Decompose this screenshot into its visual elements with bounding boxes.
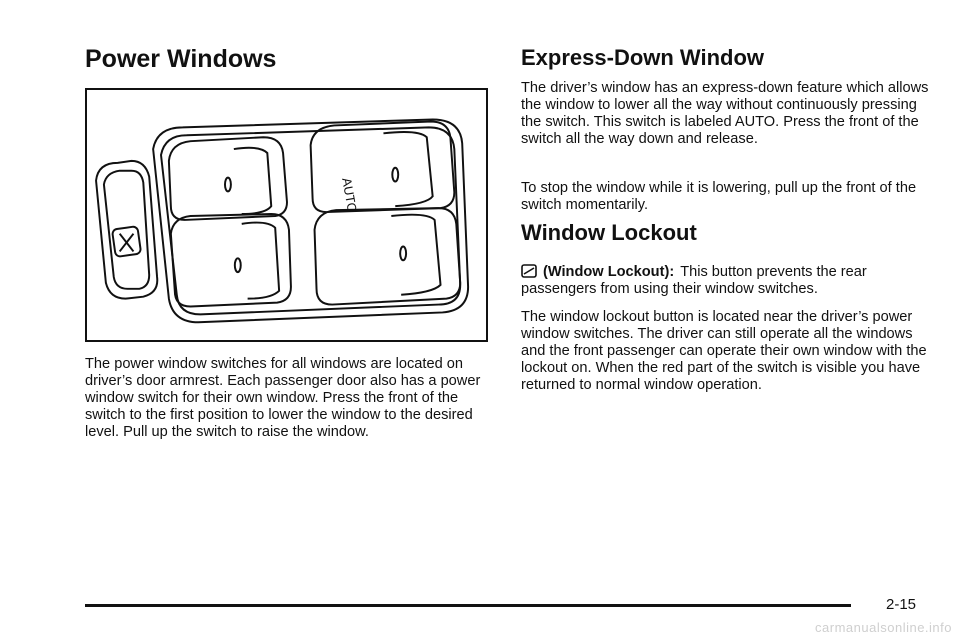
front-right-auto-switch — [311, 121, 455, 212]
express-down-paragraph-2: To stop the window while it is lowering, pull up the front of the switch momentarily. — [521, 180, 917, 213]
window-lockout-paragraph-1 — [521, 264, 933, 298]
window-lockout-paragraph-2: The window lockout button is located near the driver’s power window switches. The driver can still operate all the windows and the front passenger can operate their own window with the lockout on. When the red part of the switch is visible you have returned to normal window operation. — [521, 309, 927, 393]
power-window-switches-illustration — [85, 88, 488, 342]
page-title-power-windows: Power Windows — [85, 45, 277, 73]
window-lockout-label: (Window Lockout): — [543, 264, 675, 280]
auto-label: AUTO — [339, 176, 361, 214]
window-lockout-icon — [521, 264, 537, 278]
footer-rule — [85, 604, 851, 607]
power-windows-paragraph: The power window switches for all windows are located on driver’s door armrest. Each passenger door also has a power window switch for their own window. Press the front of the switch to the first position to lower the window to the desired level. Pull up the switch to raise the window. — [85, 356, 481, 440]
section-title-window-lockout: Window Lockout — [521, 220, 697, 245]
watermark: carmanualsonline.info — [815, 620, 952, 635]
page-number: 2-15 — [886, 596, 917, 613]
section-title-express-down: Express-Down Window — [521, 45, 765, 70]
rear-left-switch — [171, 214, 291, 307]
express-down-paragraph-1: The driver’s window has an express-down feature which allows the window to lower all the way without continuously pressing the switch. This switch is labeled AUTO. Press the front of the switch all the way down and release. — [521, 80, 929, 147]
window-lockout-description: This button prevents the rear passengers from using their window switches. — [521, 264, 867, 297]
lockout-symbol — [120, 234, 134, 252]
switch-panel-drawing — [87, 90, 486, 340]
